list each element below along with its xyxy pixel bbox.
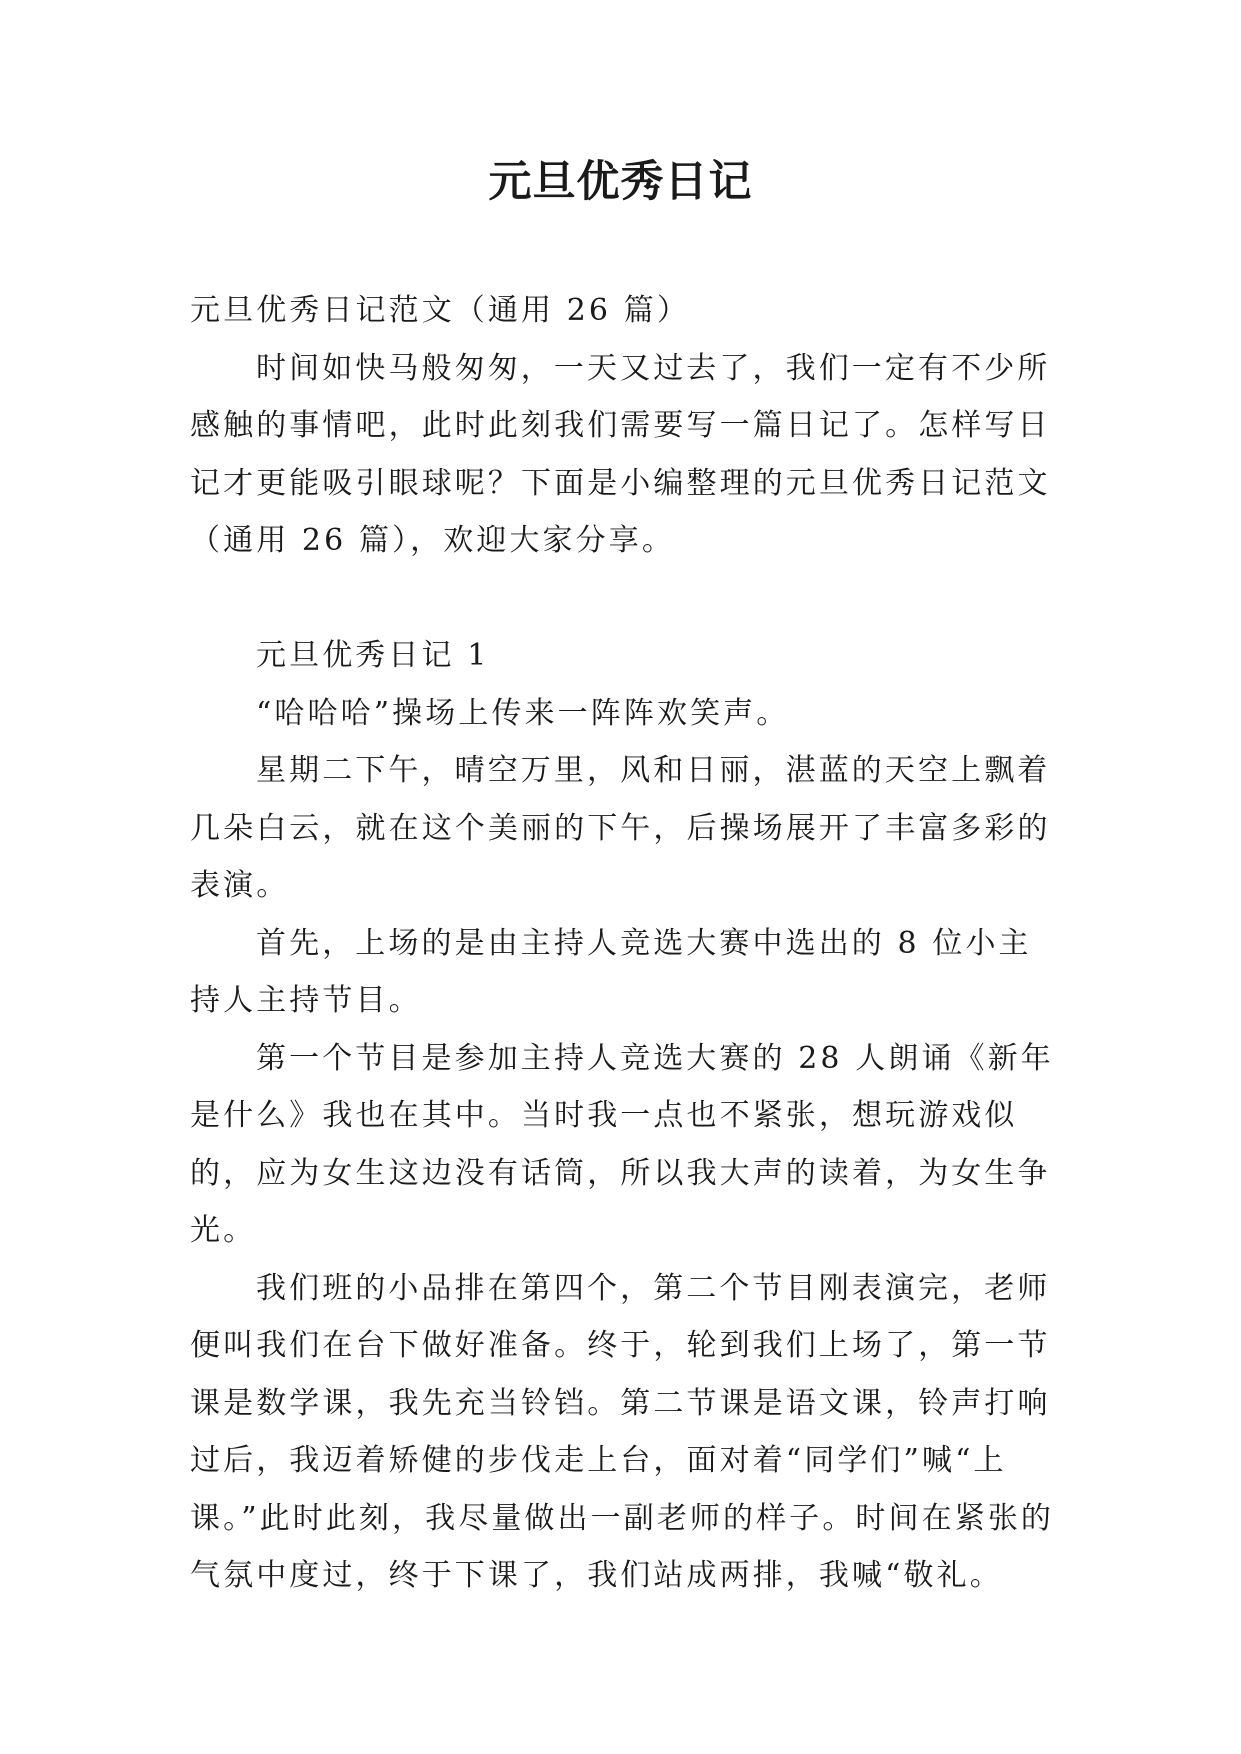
document-title: 元旦优秀日记 <box>488 157 753 207</box>
body-paragraph: “哈哈哈”操场上传来一阵阵欢笑声。 <box>256 695 790 731</box>
section-heading: 元旦优秀日记 1 <box>256 638 490 673</box>
body-paragraph: 第一个节目是参加主持人竞选大赛的 28 人朗诵《新年是什么》我也在其中。当时我一点也不紧张，想玩游戏似的，应为女生这边没有话筒，所以我大声的读着，为女生争光。 <box>190 1040 1054 1248</box>
document-body <box>190 282 1060 1605</box>
section-spacer <box>190 570 1060 628</box>
body-paragraph: 我们班的小品排在第四个，第二个节目刚表演完，老师便叫我们在台下做好准备。终于，轮到我们上场了，第一节课是数学课，我先充当铃铛。第二节课是语文课，铃声打响过后，我迈着矫健的步伐走上台，面对着“同学们”喊“上课。”此时此刻，我尽量做出一副老师的样子。时间在紧张的气氛中度过，终于下课了，我们站成两排，我喊“敬礼。 <box>190 1270 1055 1593</box>
intro-paragraph: 时间如快马般匆匆，一天又过去了，我们一定有不少所感触的事情吧，此时此刻我们需要写一篇日记了。怎样写日记才更能吸引眼球呢？下面是小编整理的元旦优秀日记范文（通用 26 篇），欢迎大家分享。 <box>190 350 1051 558</box>
document-subtitle: 元旦优秀日记范文（通用 26 篇） <box>190 293 690 328</box>
body-paragraph: 首先，上场的是由主持人竞选大赛中选出的 8 位小主持人主持节目。 <box>190 925 1032 1018</box>
body-paragraph: 星期二下午，晴空万里，风和日丽，湛蓝的天空上飘着几朵白云，就在这个美丽的下午，后操场展开了丰富多彩的表演。 <box>190 753 1051 903</box>
